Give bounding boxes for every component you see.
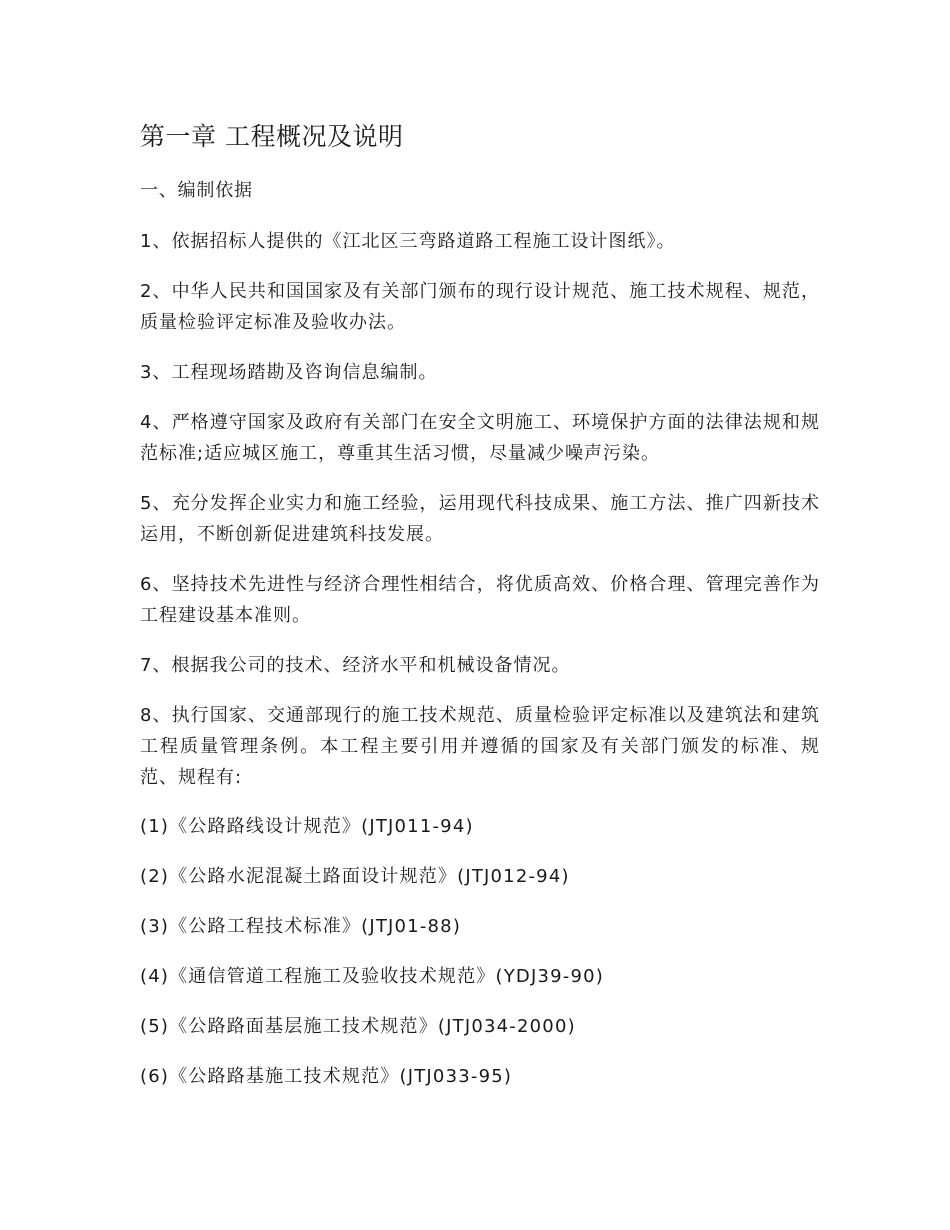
chapter-title: 第一章 工程概况及说明 (140, 122, 404, 151)
reference-item-6: (6)《公路路基施工技术规范》(JTJ033-95) (140, 1066, 513, 1087)
reference-item-2: (2)《公路水泥混凝土路面设计规范》(JTJ012-94) (140, 866, 570, 887)
paragraph-4: 4、严格遵守国家及政府有关部门在安全文明施工、环境保护方面的法律法规和规范标准;适应城区施工，尊重其生活习惯，尽量减少噪声污染。 (140, 412, 820, 464)
paragraph-5: 5、充分发挥企业实力和施工经验，运用现代科技成果、施工方法、推广四新技术运用，不断创新促进建筑科技发展。 (140, 493, 820, 545)
reference-item-5: (5)《公路路面基层施工技术规范》(JTJ034-2000) (140, 1016, 576, 1037)
reference-item-3: (3)《公路工程技术标准》(JTJ01-88) (140, 916, 462, 937)
paragraph-1: 1、依据招标人提供的《江北区三弯路道路工程施工设计图纸》。 (140, 231, 676, 252)
reference-item-1: (1)《公路路线设计规范》(JTJ011-94) (140, 816, 474, 837)
section-heading: 一、编制依据 (140, 180, 253, 201)
paragraph-3: 3、工程现场踏勘及咨询信息编制。 (140, 362, 438, 383)
paragraph-6: 6、坚持技术先进性与经济合理性相结合，将优质高效、价格合理、管理完善作为工程建设基本准则。 (140, 574, 820, 626)
paragraph-8: 8、执行国家、交通部现行的施工技术规范、质量检验评定标准以及建筑法和建筑工程质量管理条例。本工程主要引用并遵循的国家及有关部门颁发的标准、规范、规程有: (140, 705, 820, 788)
document-body (140, 118, 820, 1112)
paragraph-2: 2、中华人民共和国国家及有关部门颁布的现行设计规范、施工技术规程、规范，质量检验评定标准及验收办法。 (140, 281, 820, 333)
reference-item-4: (4)《通信管道工程施工及验收技术规范》(YDJ39-90) (140, 966, 605, 987)
paragraph-7: 7、根据我公司的技术、经济水平和机械设备情况。 (140, 655, 571, 676)
